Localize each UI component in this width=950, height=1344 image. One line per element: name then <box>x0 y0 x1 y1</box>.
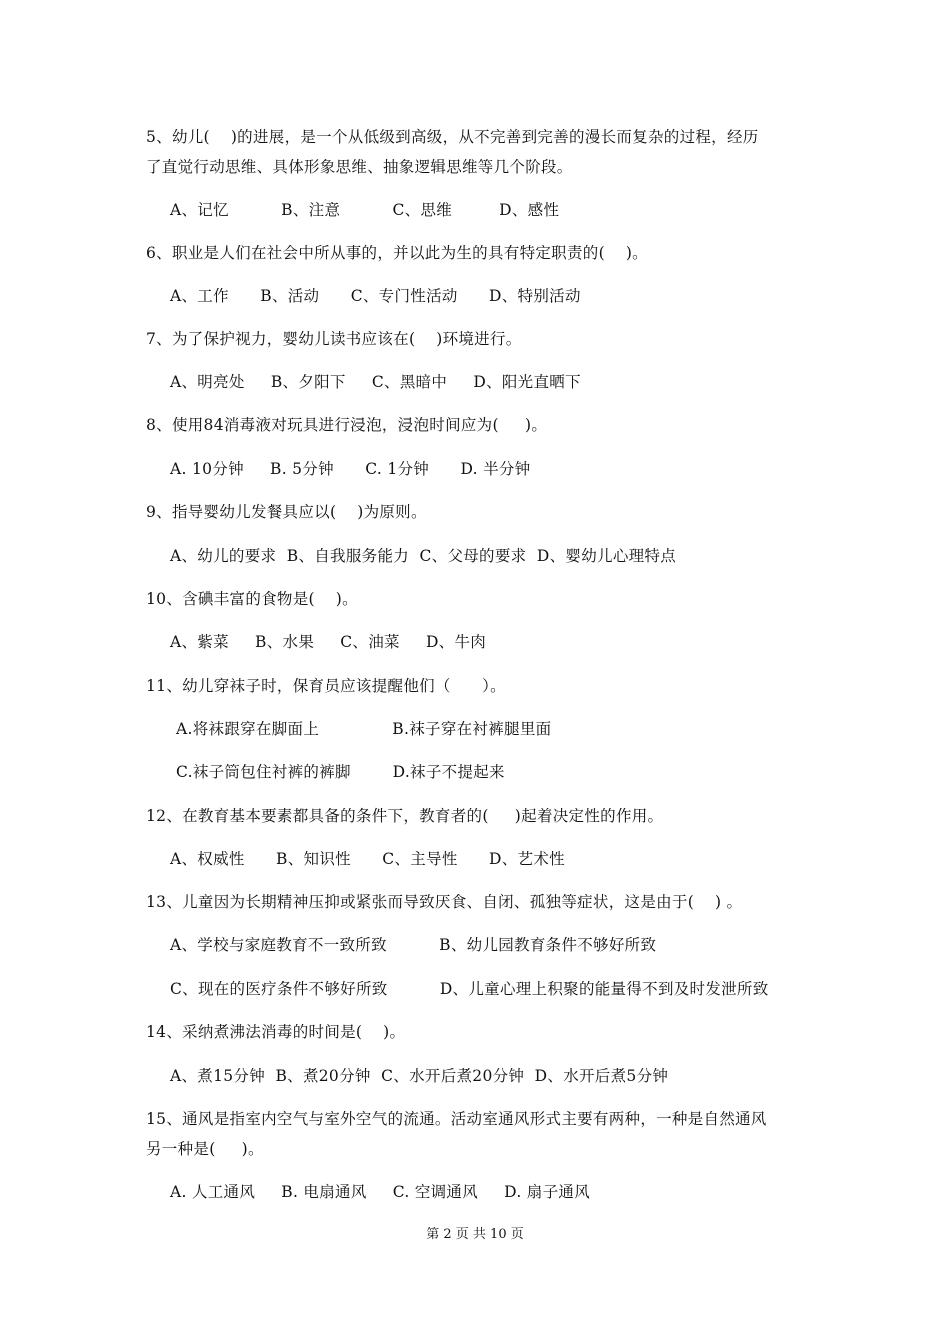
question-7-stem: 7、为了保护视力，婴幼儿读书应该在( )环境进行。 <box>146 330 522 348</box>
question-12-stem: 12、在教育基本要素都具备的条件下，教育者的( )起着决定性的作用。 <box>146 807 664 825</box>
question-6-options: A、工作 B、活动 C、专门性活动 D、特别活动 <box>170 287 581 305</box>
question-13-options-row-2: C、现在的医疗条件不够好所致 D、儿童心理上积聚的能量得不到及时发泄所致 <box>170 980 769 998</box>
question-11-options-row-1: A.将袜跟穿在脚面上 B.袜子穿在衬裤腿里面 <box>176 720 552 738</box>
question-8-stem: 8、使用84消毒液对玩具进行浸泡，浸泡时间应为( )。 <box>146 416 548 434</box>
question-5-stem-line-1: 5、幼儿( )的进展，是一个从低级到高级，从不完善到完善的漫长而复杂的过程，经历 <box>146 128 759 146</box>
question-9-stem: 9、指导婴幼儿发餐具应以( )为原则。 <box>146 503 427 521</box>
question-9-options: A、幼儿的要求 B、自我服务能力 C、父母的要求 D、婴幼儿心理特点 <box>170 547 677 565</box>
question-10-stem: 10、含碘丰富的食物是( )。 <box>146 590 358 608</box>
question-13-options-row-1: A、学校与家庭教育不一致所致 B、幼儿园教育条件不够好所致 <box>170 936 657 954</box>
question-5-options: A、记忆 B、注意 C、思维 D、感性 <box>170 201 560 219</box>
page-footer: 第 2 页 共 10 页 <box>426 1227 524 1242</box>
question-8-options: A. 10分钟 B. 5分钟 C. 1分钟 D. 半分钟 <box>170 460 531 478</box>
question-12-options: A、权威性 B、知识性 C、主导性 D、艺术性 <box>170 850 565 868</box>
question-15-stem-line-2: 另一种是( )。 <box>146 1140 264 1158</box>
question-6-stem: 6、职业是人们在社会中所从事的，并以此为生的具有特定职责的( )。 <box>146 244 648 262</box>
question-10-options: A、紫菜 B、水果 C、油菜 D、牛肉 <box>170 633 487 651</box>
question-15-stem-line-1: 15、通风是指室内空气与室外空气的流通。活动室通风形式主要有两种，一种是自然通风 <box>146 1110 767 1128</box>
question-5-stem-line-2: 了直觉行动思维、具体形象思维、抽象逻辑思维等几个阶段。 <box>146 158 573 176</box>
question-14-stem: 14、采纳煮沸法消毒的时间是( )。 <box>146 1023 406 1041</box>
question-15-options: A. 人工通风 B. 电扇通风 C. 空调通风 D. 扇子通风 <box>170 1183 590 1201</box>
question-7-options: A、明亮处 B、夕阳下 C、黑暗中 D、阳光直晒下 <box>170 373 581 391</box>
question-14-options: A、煮15分钟 B、煮20分钟 C、水开后煮20分钟 D、水开后煮5分钟 <box>170 1067 669 1085</box>
question-11-options-row-2: C.袜子筒包住衬裤的裤脚 D.袜子不提起来 <box>176 763 505 781</box>
question-13-stem: 13、儿童因为长期精神压抑或紧张而导致厌食、自闭、孤独等症状，这是由于( ) 。 <box>146 893 743 911</box>
question-11-stem: 11、幼儿穿袜子时，保育员应该提醒他们（ ）。 <box>146 677 506 695</box>
